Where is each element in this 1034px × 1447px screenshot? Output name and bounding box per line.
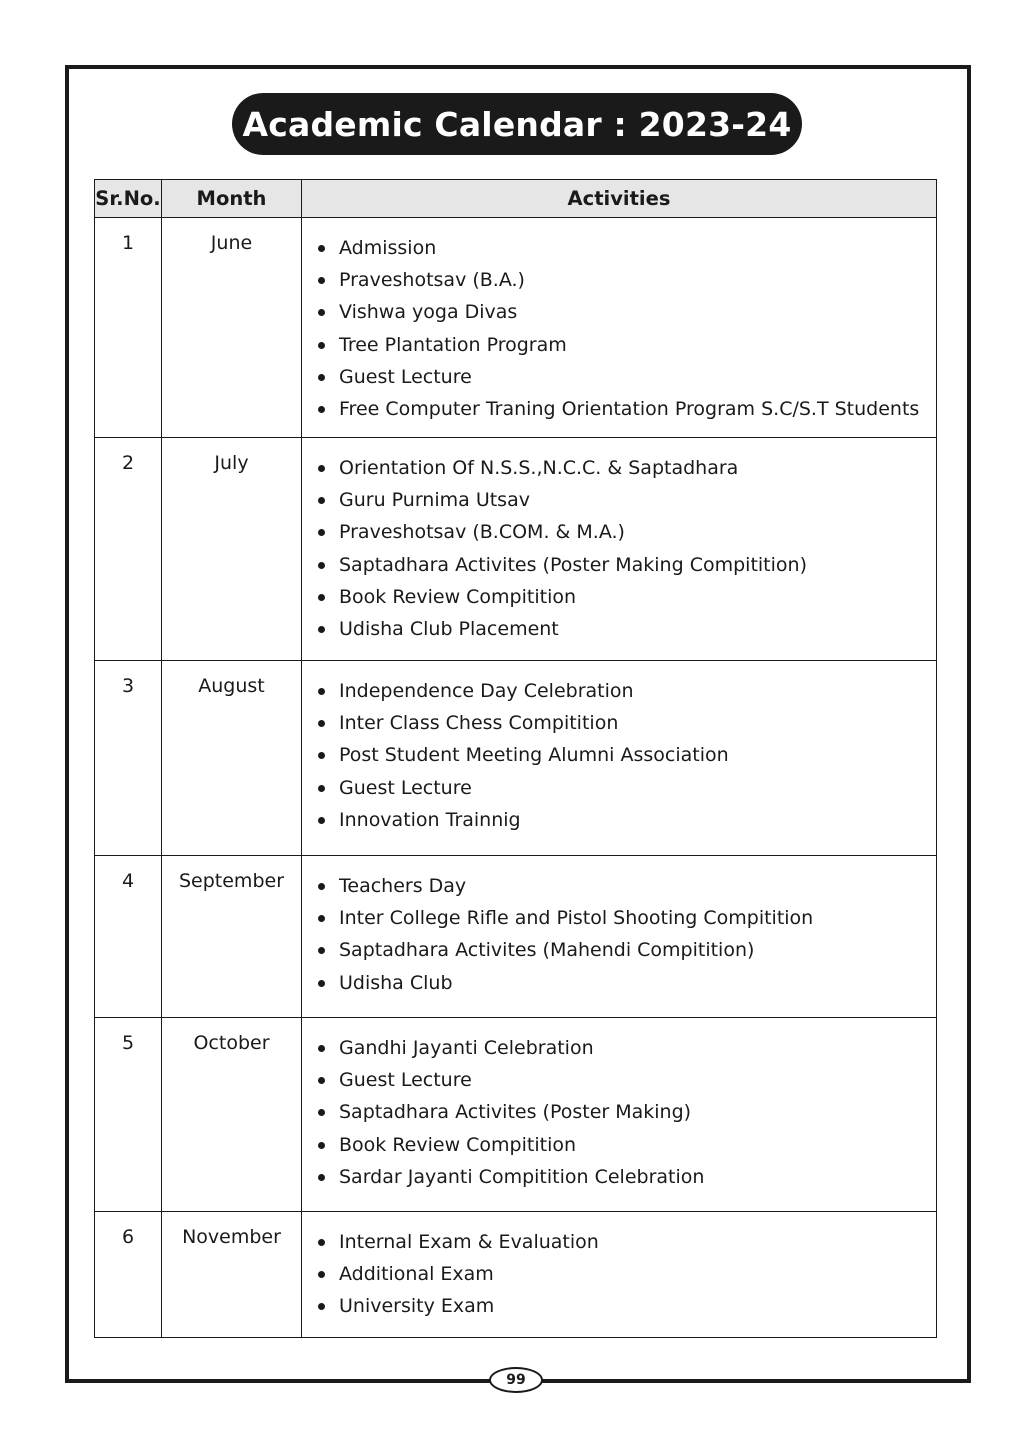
activity-item: Guest Lecture — [316, 1064, 936, 1096]
row-activities — [302, 1018, 937, 1212]
activity-item: Admission — [316, 232, 936, 264]
row-month: August — [162, 661, 302, 856]
activity-item: Vishwa yoga Divas — [316, 296, 936, 328]
activity-item: Saptadhara Activites (Poster Making) — [316, 1096, 936, 1128]
table-row — [95, 1212, 937, 1338]
row-activities — [302, 218, 937, 438]
row-month: June — [162, 218, 302, 438]
activity-item: Post Student Meeting Alumni Association — [316, 739, 936, 771]
row-activities — [302, 1212, 937, 1338]
row-sr-no: 4 — [95, 856, 162, 1018]
table-row — [95, 438, 937, 661]
row-month: November — [162, 1212, 302, 1338]
activity-item: Praveshotsav (B.COM. & M.A.) — [316, 516, 936, 548]
table-row — [95, 1018, 937, 1212]
row-activities — [302, 438, 937, 661]
activity-item: Orientation Of N.S.S.,N.C.C. & Saptadhara — [316, 452, 936, 484]
academic-calendar-table — [94, 179, 937, 1338]
activity-item: Inter Class Chess Compitition — [316, 707, 936, 739]
activity-item: Additional Exam — [316, 1258, 936, 1290]
activity-item: Free Computer Traning Orientation Program S.C/S.T Students — [316, 393, 936, 425]
activity-item: Saptadhara Activites (Mahendi Compitition) — [316, 934, 936, 966]
activity-item: Praveshotsav (B.A.) — [316, 264, 936, 296]
table-header-row — [95, 180, 937, 218]
page-number — [489, 1367, 543, 1393]
activity-item: Tree Plantation Program — [316, 329, 936, 361]
activity-item: Guru Purnima Utsav — [316, 484, 936, 516]
row-sr-no: 2 — [95, 438, 162, 661]
activity-item: Udisha Club — [316, 967, 936, 999]
activity-item: Teachers Day — [316, 870, 936, 902]
activity-item: Gandhi Jayanti Celebration — [316, 1032, 936, 1064]
activity-item: University Exam — [316, 1290, 936, 1322]
activity-item: Book Review Compitition — [316, 581, 936, 613]
row-activities — [302, 856, 937, 1018]
page-title — [232, 93, 802, 155]
activity-item: Sardar Jayanti Compitition Celebration — [316, 1161, 936, 1193]
header-month: Month — [162, 180, 302, 218]
table-row — [95, 856, 937, 1018]
activity-item: Book Review Compitition — [316, 1129, 936, 1161]
header-sr-no: Sr.No. — [95, 180, 162, 218]
activity-item: Independence Day Celebration — [316, 675, 936, 707]
header-activities: Activities — [302, 180, 937, 218]
activity-item: Innovation Trainnig — [316, 804, 936, 836]
table-row — [95, 661, 937, 856]
activity-item: Saptadhara Activites (Poster Making Compitition) — [316, 549, 936, 581]
row-sr-no: 5 — [95, 1018, 162, 1212]
activity-item: Udisha Club Placement — [316, 613, 936, 645]
row-activities — [302, 661, 937, 856]
activity-item: Guest Lecture — [316, 772, 936, 804]
row-month: October — [162, 1018, 302, 1212]
row-sr-no: 3 — [95, 661, 162, 856]
row-month: September — [162, 856, 302, 1018]
row-month: July — [162, 438, 302, 661]
row-sr-no: 1 — [95, 218, 162, 438]
page-title-text: Academic Calendar : 2023-24 — [242, 104, 792, 144]
activity-item: Guest Lecture — [316, 361, 936, 393]
activity-item: Inter College Rifle and Pistol Shooting Compitition — [316, 902, 936, 934]
page-number-text: 99 — [506, 1372, 526, 1388]
row-sr-no: 6 — [95, 1212, 162, 1338]
table-row — [95, 218, 937, 438]
activity-item: Internal Exam & Evaluation — [316, 1226, 936, 1258]
